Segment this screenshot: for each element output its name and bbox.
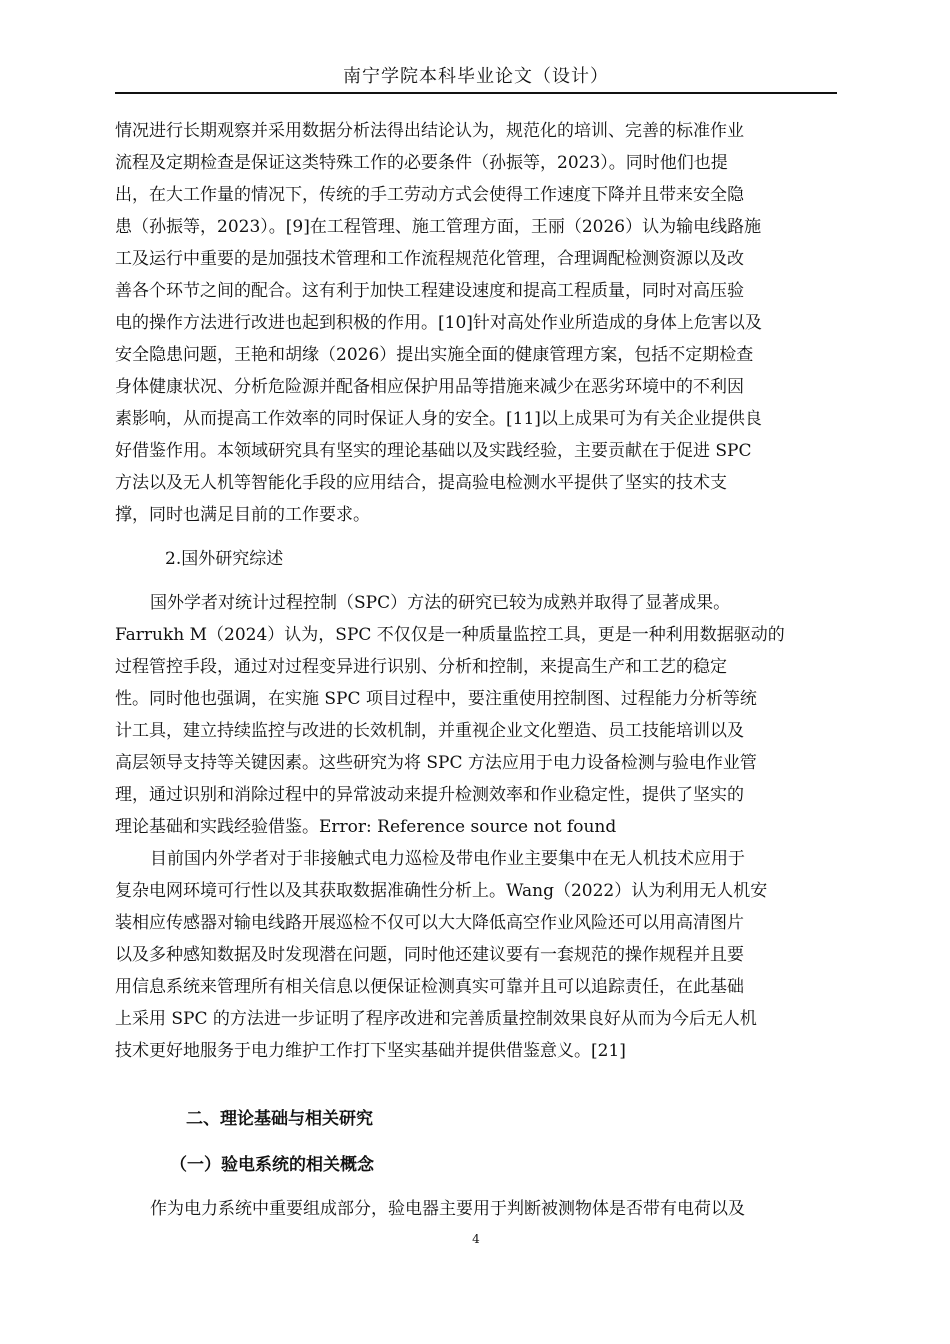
body-line: 出，在大工作量的情况下，传统的手工劳动方式会使得工作速度下降并且带来安全隐 <box>115 185 744 205</box>
section-subheading: 2.国外研究综述 <box>165 549 284 569</box>
body-line: 用信息系统来管理所有相关信息以便保证检测真实可靠并且可以追踪责任，在此基础 <box>115 977 744 997</box>
body-line: 过程管控手段，通过对过程变异进行识别、分析和控制，来提高生产和工艺的稳定 <box>115 657 727 677</box>
page-number: 4 <box>472 1232 480 1246</box>
body-line: 安全隐患问题，王艳和胡缘（2026）提出实施全面的健康管理方案，包括不定期检查 <box>115 345 754 365</box>
body-line: 国外学者对统计过程控制（SPC）方法的研究已较为成熟并取得了显著成果。 <box>150 593 731 613</box>
body-line: 性。同时他也强调，在实施 SPC 项目过程中，要注重使用控制图、过程能力分析等统 <box>115 689 757 709</box>
body-line: 计工具，建立持续监控与改进的长效机制，并重视企业文化塑造、员工技能培训以及 <box>115 721 744 741</box>
body-line: Farrukh M（2024）认为，SPC 不仅仅是一种质量监控工具，更是一种利用数据驱动的 <box>115 625 785 645</box>
body-line: 流程及定期检查是保证这类特殊工作的必要条件（孙振等，2023）。同时他们也提 <box>115 153 728 173</box>
body-line: 上采用 SPC 的方法进一步证明了程序改进和完善质量控制效果良好从而为今后无人机 <box>115 1009 757 1029</box>
body-line: 高层领导支持等关键因素。这些研究为将 SPC 方法应用于电力设备检测与验电作业管 <box>115 753 757 773</box>
body-line: 理论基础和实践经验借鉴。Error: Reference source not found <box>115 817 617 837</box>
page-header: 南宁学院本科毕业论文（设计） <box>343 66 609 87</box>
body-line: 理，通过识别和消除过程中的异常波动来提升检测效率和作业稳定性，提供了坚实的 <box>115 785 744 805</box>
body-line: 患（孙振等，2023）。[9]在工程管理、施工管理方面，王丽（2026）认为输电线路施 <box>115 217 762 237</box>
body-line: 电的操作方法进行改进也起到积极的作用。[10]针对高处作业所造成的身体上危害以及 <box>115 313 762 333</box>
body-line: 装相应传感器对输电线路开展巡检不仅可以大大降低高空作业风险还可以用高清图片 <box>115 913 744 933</box>
body-line: 复杂电网环境可行性以及其获取数据准确性分析上。Wang（2022）认为利用无人机安 <box>115 881 768 901</box>
header-rule <box>115 92 837 94</box>
body-line: 撑，同时也满足目前的工作要求。 <box>115 505 370 525</box>
body-line: 善各个环节之间的配合。这有利于加快工程建设速度和提高工程质量，同时对高压验 <box>115 281 744 301</box>
body-line: 工及运行中重要的是加强技术管理和工作流程规范化管理，合理调配检测资源以及改 <box>115 249 744 269</box>
chapter-heading: 二、理论基础与相关研究 <box>186 1109 373 1129</box>
body-line: 情况进行长期观察并采用数据分析法得出结论认为，规范化的培训、完善的标准作业 <box>115 121 744 141</box>
body-line: 技术更好地服务于电力维护工作打下坚实基础并提供借鉴意义。[21] <box>115 1041 626 1061</box>
body-line: 以及多种感知数据及时发现潜在问题，同时他还建议要有一套规范的操作规程并且要 <box>115 945 744 965</box>
body-line: 好借鉴作用。本领域研究具有坚实的理论基础以及实践经验，主要贡献在于促进 SPC <box>115 441 752 461</box>
body-line: 作为电力系统中重要组成部分，验电器主要用于判断被测物体是否带有电荷以及 <box>150 1199 745 1219</box>
body-line: 身体健康状况、分析危险源并配备相应保护用品等措施来减少在恶劣环境中的不利因 <box>115 377 744 397</box>
body-line: 素影响，从而提高工作效率的同时保证人身的安全。[11]以上成果可为有关企业提供良 <box>115 409 762 429</box>
body-line: 目前国内外学者对于非接触式电力巡检及带电作业主要集中在无人机技术应用于 <box>150 849 745 869</box>
body-line: 方法以及无人机等智能化手段的应用结合，提高验电检测水平提供了坚实的技术支 <box>115 473 727 493</box>
section-heading: （一）验电系统的相关概念 <box>170 1155 374 1175</box>
